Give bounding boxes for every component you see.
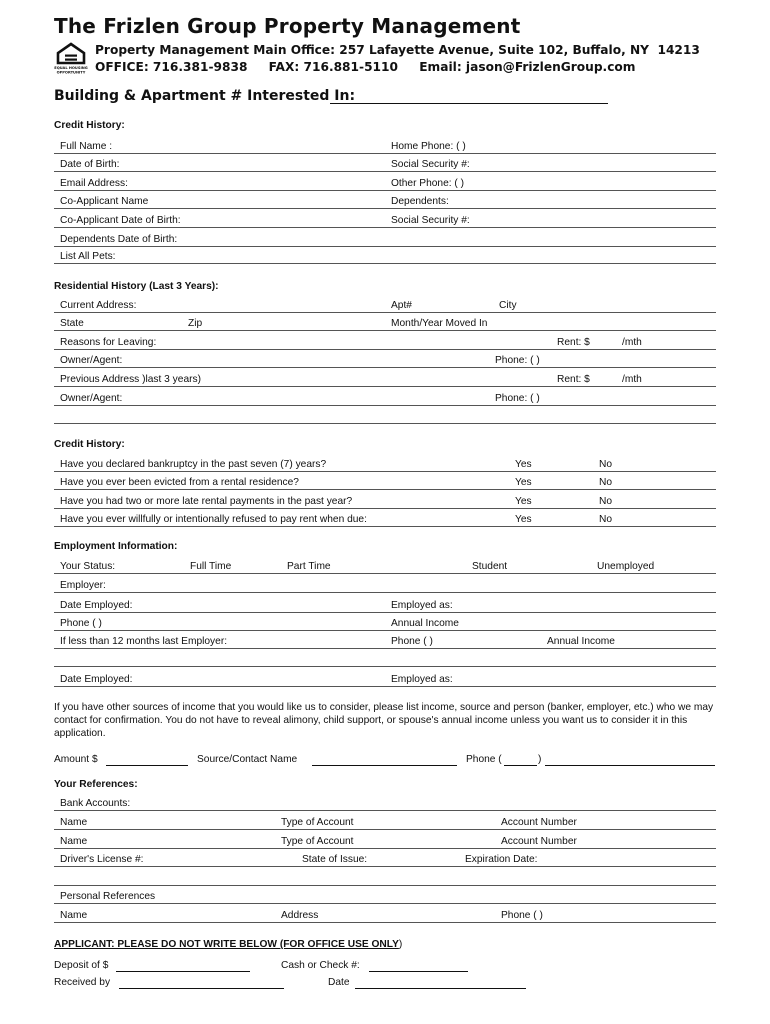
reference-phone-label: Phone ( ): [501, 910, 543, 921]
bank2-name-label: Name: [60, 836, 88, 847]
other-phone-label: Other Phone: ( ): [391, 178, 465, 189]
income-phone-label: Phone (: [466, 754, 502, 765]
previous-owner-agent-label: Owner/Agent:: [60, 393, 123, 404]
reasons-leaving-field[interactable]: [54, 349, 716, 350]
moved-in-label: Month/Year Moved In: [391, 318, 488, 329]
zip-label: Zip: [188, 318, 203, 329]
your-status-label: Your Status:: [60, 561, 116, 572]
previous-address-field[interactable]: [54, 386, 716, 387]
bank1-field[interactable]: [54, 829, 716, 830]
bank1-account-label: Account Number: [501, 817, 577, 828]
home-phone-label: Home Phone: ( ): [391, 141, 466, 152]
eviction-yes[interactable]: Yes: [515, 477, 532, 488]
status-field[interactable]: [54, 573, 716, 574]
eviction-question: Have you ever been evicted from a rental residence?: [60, 477, 299, 488]
svg-text:EQUAL HOUSING: EQUAL HOUSING: [54, 66, 88, 70]
email-field[interactable]: [54, 190, 716, 191]
references-heading: Your References:: [54, 779, 138, 790]
reference-name-label: Name: [60, 910, 88, 921]
row-divider: [54, 885, 716, 886]
last-employer-field[interactable]: [54, 648, 716, 649]
amount-field[interactable]: [106, 764, 188, 766]
residential-history-heading: Residential History (Last 3 Years):: [54, 281, 219, 292]
other-income-paragraph: If you have other sources of income that you would like us to consider, please list income, source and person (banker, employer, etc.) who we may contact for confirmation. You do not have to reveal alimony, child support, or spouse's annual income unless you want us to consider it in this application.: [54, 702, 714, 739]
bank1-name-label: Name: [60, 817, 88, 828]
previous-owner-agent-field[interactable]: [54, 405, 716, 406]
refused-rent-question: Have you ever willfully or intentionally refused to pay rent when due:: [60, 514, 367, 525]
deposit-label: Deposit of $: [54, 960, 109, 971]
office-use-heading: [54, 939, 402, 950]
office-use-heading-close: ): [398, 939, 403, 950]
reference-address-label: Address: [281, 910, 319, 921]
main-office-line: Property Management Main Office: 257 Lafayette Avenue, Suite 102, Buffalo, NY 14213: [95, 43, 700, 57]
equal-housing-logo: [53, 42, 89, 76]
residential-extra-field[interactable]: [54, 423, 716, 424]
office-use-heading-text: APPLICANT: PLEASE DO NOT WRITE BELOW (FOR OFFICE USE ONLY: [54, 939, 399, 950]
previous-address-label: Previous Address )last 3 years): [60, 374, 201, 385]
bankruptcy-no[interactable]: No: [599, 459, 613, 470]
employer-phone-label: Phone ( ): [60, 618, 102, 629]
city-label: City: [499, 300, 517, 311]
eviction-no[interactable]: No: [599, 477, 613, 488]
date-employed-field[interactable]: [54, 612, 716, 613]
owner-phone-label: Phone: ( ): [495, 355, 540, 366]
row-divider: [54, 810, 716, 811]
pets-label: List All Pets:: [60, 251, 116, 262]
amount-label: Amount $: [54, 754, 98, 765]
bank-accounts-label: Bank Accounts:: [60, 798, 131, 809]
annual-income-label: Annual Income: [391, 618, 459, 629]
employer-label: Employer:: [60, 580, 106, 591]
email-label: Email Address:: [60, 178, 128, 189]
state-zip-field[interactable]: [54, 330, 716, 331]
last-employer-extra-field[interactable]: [54, 666, 716, 667]
co-applicant-field[interactable]: [54, 208, 716, 209]
refused-rent-yes[interactable]: Yes: [515, 514, 532, 525]
ssn-label: Social Security #:: [391, 159, 470, 170]
co-dob-label: Co-Applicant Date of Birth:: [60, 215, 181, 226]
received-by-field[interactable]: [119, 987, 284, 989]
income-phone-field[interactable]: [545, 764, 715, 766]
row-divider: [54, 489, 716, 490]
bank1-type-label: Type of Account: [281, 817, 354, 828]
dependents-label: Dependents:: [391, 196, 449, 207]
last-employer-phone-label: Phone ( ): [391, 636, 433, 647]
late-payments-no[interactable]: No: [599, 496, 613, 507]
source-contact-field[interactable]: [312, 764, 457, 766]
dob-label: Date of Birth:: [60, 159, 120, 170]
employed-as-label: Employed as:: [391, 600, 453, 611]
dependents-dob-label: Dependents Date of Birth:: [60, 234, 178, 245]
last-employed-as-label: Employed as:: [391, 674, 453, 685]
bank2-account-label: Account Number: [501, 836, 577, 847]
drivers-license-label: Driver's License #:: [60, 854, 144, 865]
dependents-dob-field[interactable]: [54, 246, 716, 247]
owner-agent-label: Owner/Agent:: [60, 355, 123, 366]
row-divider: [54, 471, 716, 472]
svg-text:OPPORTUNITY: OPPORTUNITY: [56, 70, 86, 75]
building-apartment-label: Building & Apartment # Interested In:: [54, 88, 356, 104]
employer-phone-field[interactable]: [54, 630, 716, 631]
dob-field[interactable]: [54, 171, 716, 172]
co-ssn-label: Social Security #:: [391, 215, 470, 226]
unemployed-option[interactable]: Unemployed: [597, 561, 655, 572]
date-employed-label: Date Employed:: [60, 600, 133, 611]
source-contact-label: Source/Contact Name: [197, 754, 298, 765]
co-applicant-label: Co-Applicant Name: [60, 196, 149, 207]
building-apartment-field[interactable]: [330, 103, 608, 104]
company-title: The Frizlen Group Property Management: [54, 14, 521, 38]
row-divider: [54, 508, 716, 509]
contact-line: OFFICE: 716.381-9838 FAX: 716.881-5110 Email: jason@FrizlenGroup.com: [95, 60, 636, 74]
last-employer-label: If less than 12 months last Employer:: [60, 636, 228, 647]
part-time-option[interactable]: Part Time: [287, 561, 331, 572]
bankruptcy-question: Have you declared bankruptcy in the past seven (7) years?: [60, 459, 327, 470]
current-address-field[interactable]: [54, 312, 716, 313]
row-divider: [54, 526, 716, 527]
rent-label: Rent: $: [557, 337, 590, 348]
full-name-field[interactable]: [54, 153, 716, 154]
last-date-employed-label: Date Employed:: [60, 674, 133, 685]
co-dob-field[interactable]: [54, 227, 716, 228]
current-address-label: Current Address:: [60, 300, 137, 311]
expiration-date-label: Expiration Date:: [465, 854, 538, 865]
pets-field[interactable]: [54, 263, 716, 264]
previous-rent-label: Rent: $: [557, 374, 590, 385]
bank2-field[interactable]: [54, 848, 716, 849]
late-payments-question: Have you had two or more late rental payments in the past year?: [60, 496, 353, 507]
refused-rent-no[interactable]: No: [599, 514, 613, 525]
income-phone-close: ): [538, 754, 542, 765]
previous-owner-phone-label: Phone: ( ): [495, 393, 540, 404]
income-area-code-field[interactable]: [504, 764, 537, 766]
date-label: Date: [328, 977, 350, 988]
owner-agent-field[interactable]: [54, 367, 716, 368]
deposit-field[interactable]: [116, 970, 250, 972]
row-divider: [54, 903, 716, 904]
full-time-option[interactable]: Full Time: [190, 561, 232, 572]
student-option[interactable]: Student: [472, 561, 508, 572]
credit-questions-heading: Credit History:: [54, 439, 125, 450]
reference-field[interactable]: [54, 922, 716, 923]
apt-label: Apt#: [391, 300, 412, 311]
last-annual-income-label: Annual Income: [547, 636, 615, 647]
last-date-employed-field[interactable]: [54, 686, 716, 687]
previous-per-month-label: /mth: [622, 374, 642, 385]
state-label: State: [60, 318, 84, 329]
state-of-issue-label: State of Issue:: [302, 854, 368, 865]
date-field[interactable]: [355, 987, 526, 989]
personal-references-label: Personal References: [60, 891, 156, 902]
cash-check-field[interactable]: [369, 970, 468, 972]
late-payments-yes[interactable]: Yes: [515, 496, 532, 507]
cash-check-label: Cash or Check #:: [281, 960, 360, 971]
employment-heading: Employment Information:: [54, 541, 178, 552]
credit-history-heading: Credit History:: [54, 120, 125, 131]
bank2-type-label: Type of Account: [281, 836, 354, 847]
employer-field[interactable]: [54, 592, 716, 593]
full-name-label: Full Name :: [60, 141, 113, 152]
reasons-leaving-label: Reasons for Leaving:: [60, 337, 157, 348]
drivers-license-field[interactable]: [54, 866, 716, 867]
per-month-label: /mth: [622, 337, 642, 348]
received-by-label: Received by: [54, 977, 111, 988]
bankruptcy-yes[interactable]: Yes: [515, 459, 532, 470]
